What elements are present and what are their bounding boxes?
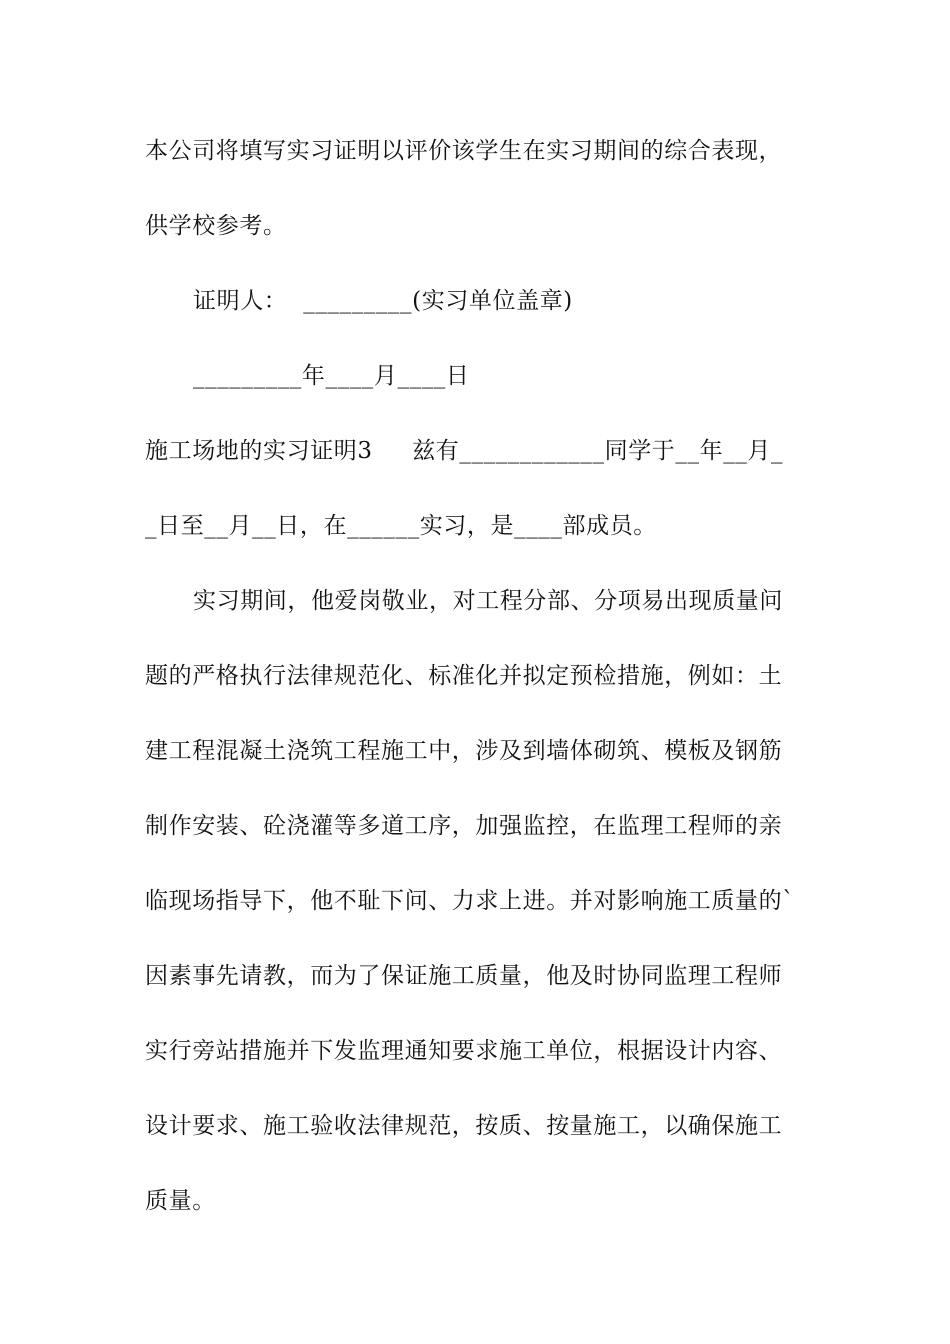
section-heading-line: 施工场地的实习证明3 兹有____________同学于__年__月_ (145, 438, 784, 464)
paragraph-line: 实习期间，他爱岗敬业，对工程分部、分项易出现质量问 (193, 588, 783, 614)
paragraph-line: 题的严格执行法律规范化、标准化并拟定预检措施，例如：土 (145, 663, 783, 689)
paragraph-line: 质量。 (145, 1188, 216, 1214)
certifier-signature-line: 证明人： _________(实习单位盖章) (193, 288, 573, 314)
paragraph-line: 实行旁站措施并下发监理通知要求施工单位，根据设计内容、 (145, 1038, 783, 1064)
paragraph-line: 供学校参考。 (145, 213, 287, 239)
paragraph-line: 因素事先请教，而为了保证施工质量，他及时协同监理工程师 (145, 963, 783, 989)
paragraph-line: 制作安装、砼浇灌等多道工序，加强监控，在监理工程师的亲 (145, 813, 783, 839)
paragraph-line: 设计要求、施工验收法律规范，按质、按量施工，以确保施工 (145, 1113, 783, 1139)
date-line: _________年____月____日 (193, 363, 470, 389)
paragraph-line: 临现场指导下，他不耻下问、力求上进。并对影响施工质量的` (145, 888, 795, 914)
paragraph-line: 本公司将填写实习证明以评价该学生在实习期间的综合表现， (145, 138, 783, 164)
paragraph-line: 建工程混凝土浇筑工程施工中，涉及到墙体砌筑、模板及钢筋 (145, 738, 783, 764)
paragraph-line: _日至__月__日，在______实习，是____部成员。 (145, 513, 657, 539)
